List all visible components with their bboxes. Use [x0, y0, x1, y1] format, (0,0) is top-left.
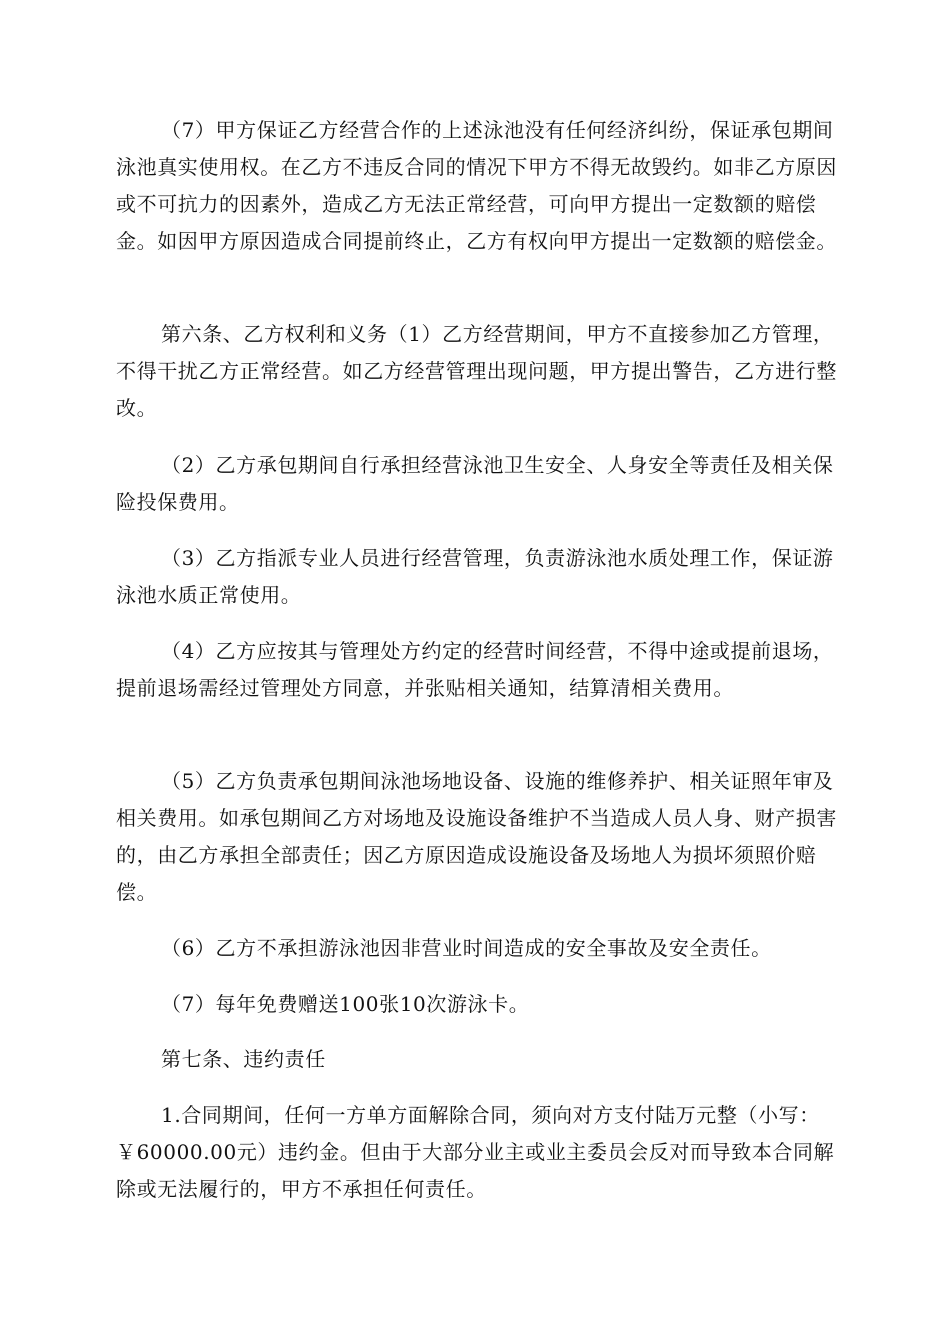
heading-article-7: 第七条、违约责任: [161, 1047, 326, 1071]
paragraph-article-6-item-6: （6）乙方不承担游泳池因非营业时间造成的安全事故及安全责任。: [161, 936, 772, 960]
paragraph-article-6-item-3: （3）乙方指派专业人员进行经营管理，负责游泳池水质处理工作，保证游泳池水质正常使用。: [116, 546, 834, 607]
paragraph-article-6-item-7: （7）每年免费赠送100张10次游泳卡。: [161, 992, 530, 1016]
paragraph-article-6-item-1: 第六条、乙方权利和义务（1）乙方经营期间，甲方不直接参加乙方管理，不得干扰乙方正常经营。如乙方经营管理出现问题，甲方提出警告，乙方进行整改。: [116, 322, 837, 420]
paragraph-article-6-item-5: （5）乙方负责承包期间泳池场地设备、设施的维修养护、相关证照年审及相关费用。如承包期间乙方对场地及设施设备维护不当造成人员人身、财产损害的，由乙方承担全部责任；因乙方原因造成设施设备及场地人为损坏须照价赔偿。: [116, 769, 837, 904]
paragraph-article-7-item-1: 1.合同期间，任何一方单方面解除合同，须向对方支付陆万元整（小写：￥60000.00元）违约金。但由于大部分业主或业主委员会反对而导致本合同解除或无法履行的，甲方不承担任何责任。: [116, 1103, 835, 1201]
paragraph-clause-5-item-7: （7）甲方保证乙方经营合作的上述泳池没有任何经济纠纷，保证承包期间泳池真实使用权。在乙方不违反合同的情况下甲方不得无故毁约。如非乙方原因或不可抗力的因素外，造成乙方无法正常经营，可向甲方提出一定数额的赔偿金。如因甲方原因造成合同提前终止，乙方有权向甲方提出一定数额的赔偿金。: [116, 118, 837, 253]
paragraph-article-6-item-2: （2）乙方承包期间自行承担经营泳池卫生安全、人身安全等责任及相关保险投保费用。: [116, 453, 834, 514]
paragraph-article-6-item-4: （4）乙方应按其与管理处方约定的经营时间经营，不得中途或提前退场，提前退场需经过管理处方同意，并张贴相关通知，结算清相关费用。: [116, 639, 834, 700]
